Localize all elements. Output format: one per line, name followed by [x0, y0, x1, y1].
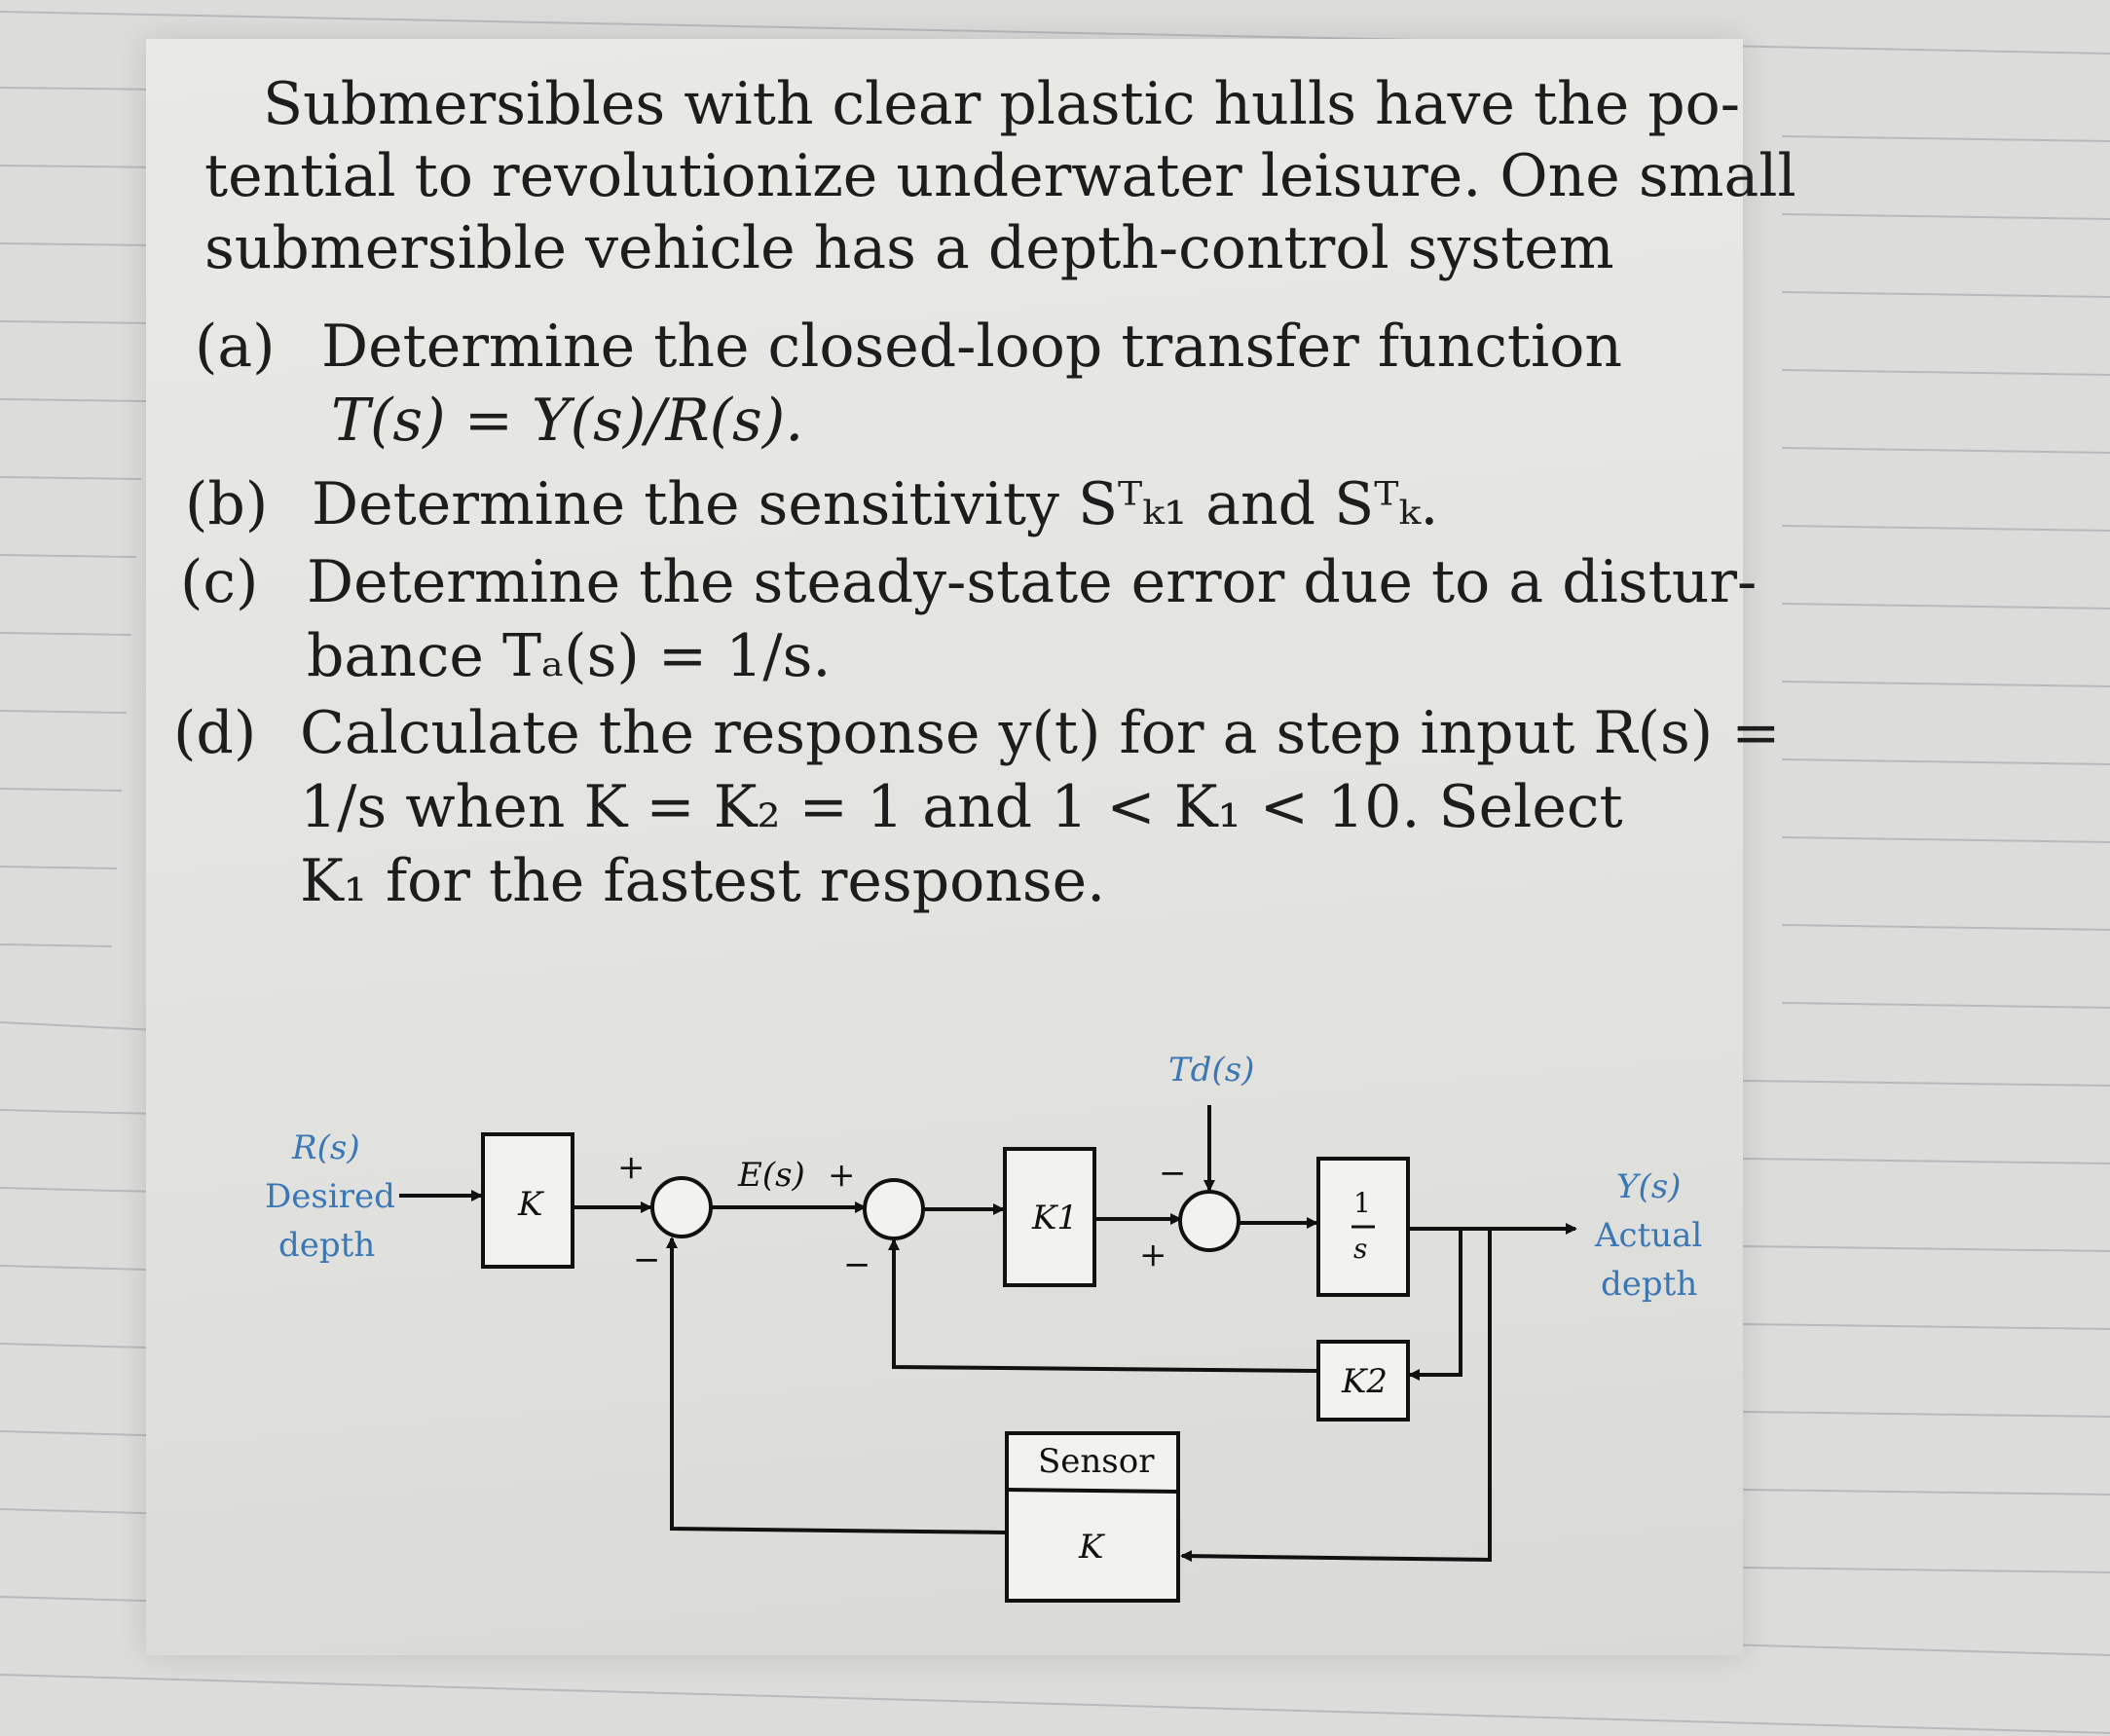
- part-line: Calculate the response y(t) for a step input R(s) =: [300, 699, 1781, 767]
- part-line: Determine the sensitivity Sᵀₖ₁ and Sᵀₖ.: [312, 470, 1439, 538]
- part-line: Determine the closed-loop transfer function: [321, 313, 1622, 381]
- part-label: (b): [185, 470, 269, 538]
- integrator-numerator: 1: [1353, 1187, 1371, 1219]
- part-line: K₁ for the fastest response.: [300, 847, 1106, 915]
- summing-junction-1: [652, 1178, 711, 1237]
- sum2-plus-sign: +: [828, 1156, 856, 1195]
- input-desc: depth: [278, 1226, 376, 1265]
- inner-feedback-line: [894, 1240, 1318, 1371]
- intro-line: submersible vehicle has a depth-control system: [204, 214, 1614, 282]
- sum1-plus-sign: +: [617, 1148, 646, 1187]
- controller-label: K1: [1032, 1199, 1079, 1237]
- inner-feedback-pickoff: [1410, 1229, 1461, 1375]
- error-signal-label: E(s): [738, 1156, 805, 1195]
- output-desc: depth: [1601, 1265, 1698, 1304]
- part-label: (c): [180, 548, 259, 616]
- inner-feedback-label: K2: [1342, 1362, 1388, 1401]
- summing-junction-3: [1180, 1192, 1239, 1250]
- part-line: T(s) = Y(s)/R(s).: [331, 387, 804, 455]
- input-symbol: R(s): [292, 1128, 360, 1167]
- output-symbol: Y(s): [1616, 1167, 1682, 1206]
- prefilter-label: K: [518, 1185, 543, 1224]
- sum2-minus-sign: −: [843, 1245, 871, 1284]
- part-label: (d): [173, 699, 257, 767]
- part-line: 1/s when K = K₂ = 1 and 1 < K₁ < 10. Select: [300, 773, 1623, 841]
- sensor-divider: [1007, 1490, 1178, 1492]
- sum3-minus-sign: −: [1159, 1154, 1187, 1193]
- intro-line: Submersibles with clear plastic hulls have the po-: [263, 70, 1741, 138]
- sum1-minus-sign: −: [633, 1240, 661, 1279]
- disturbance-label: Td(s): [1168, 1051, 1255, 1090]
- summing-junction-2: [865, 1180, 923, 1238]
- output-desc: Actual: [1595, 1216, 1703, 1255]
- sensor-gain-label: K: [1079, 1528, 1104, 1567]
- outer-feedback-line: [672, 1238, 1007, 1533]
- sum3-plus-sign: +: [1139, 1236, 1167, 1274]
- sensor-title: Sensor: [1038, 1442, 1155, 1481]
- part-label: (a): [195, 313, 276, 381]
- integrator-denominator: s: [1353, 1233, 1368, 1265]
- input-desc: Desired: [265, 1177, 395, 1216]
- part-line: Determine the steady-state error due to a distur-: [307, 548, 1758, 616]
- intro-line: tential to revolutionize underwater leisure. One small: [204, 142, 1796, 210]
- part-line: bance Tₐ(s) = 1/s.: [307, 622, 832, 690]
